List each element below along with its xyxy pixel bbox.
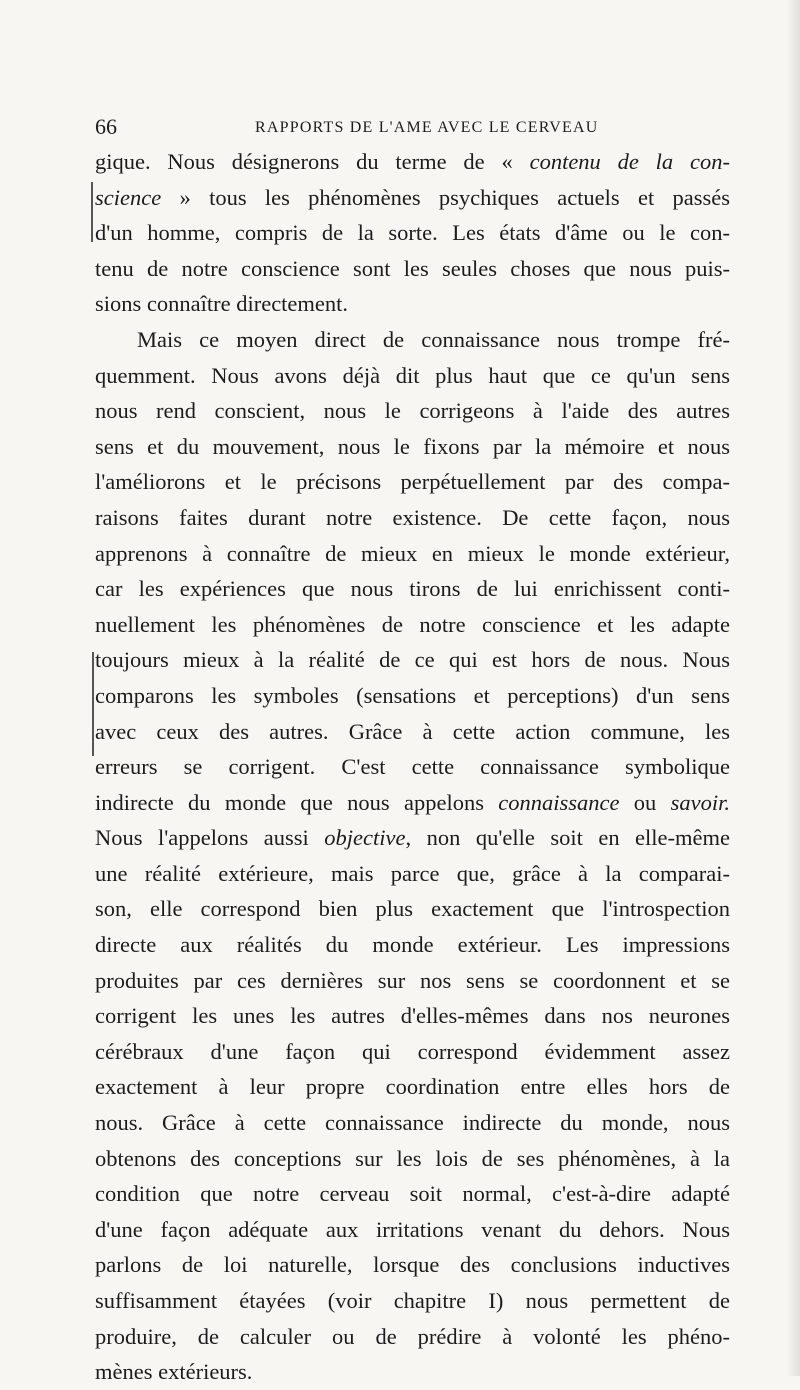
text-line — [95, 1354, 730, 1390]
text-line — [95, 891, 730, 927]
text-run: parlons de loi naturelle, lorsque des conclusions inductives — [95, 1252, 730, 1278]
text-run: produire, de calculer ou de prédire à volonté les phéno- — [95, 1323, 730, 1349]
text-line — [95, 144, 730, 180]
text-line — [95, 1034, 730, 1070]
text-line — [95, 571, 730, 607]
text-run: Nous l'appelons aussi — [95, 825, 325, 851]
text-run: condition que notre cerveau soit normal, c'est-à-dire adapté — [95, 1181, 730, 1207]
text-line — [95, 215, 730, 251]
text-line — [95, 286, 730, 322]
text-run: cérébraux d'une façon qui correspond évidemment assez — [95, 1038, 730, 1064]
text-line — [95, 1212, 730, 1248]
text-run: son, elle correspond bien plus exactement que l'introspection — [95, 896, 730, 922]
italic-text-run: science — [95, 184, 162, 210]
body-text — [95, 144, 730, 1390]
page-number: 66 — [95, 114, 117, 139]
text-run: mènes extérieurs. — [95, 1359, 253, 1385]
text-run: nous. Grâce à cette connaissance indirecte du monde, nous — [95, 1110, 730, 1136]
italic-text-run: connaissance — [498, 789, 620, 815]
text-line — [95, 678, 730, 714]
text-run: d'un homme, compris de la sorte. Les états d'âme ou le con- — [95, 220, 730, 246]
text-run: indirecte du monde que nous appelons — [95, 789, 499, 815]
text-line — [95, 180, 730, 216]
text-run: sens et du mouvement, nous le fixons par la mémoire et nous — [95, 433, 730, 459]
text-run: raisons faites durant notre existence. De cette façon, nous — [95, 504, 730, 530]
text-line — [95, 536, 730, 572]
text-run: ou — [619, 789, 671, 815]
text-run: l'améliorons et le précisons perpétuellement par des compa- — [95, 469, 730, 495]
text-line — [95, 429, 730, 465]
text-run: » tous les phénomènes psychiques actuels et passés — [161, 184, 730, 210]
text-line — [95, 358, 730, 394]
text-run: , non qu'elle soit en elle-même — [405, 825, 731, 851]
text-run: gique. Nous désignerons du terme de « — [95, 149, 530, 174]
text-run: corrigent les unes les autres d'elles-mêmes dans nos neurones — [95, 1003, 730, 1029]
text-run: une réalité extérieure, mais parce que, grâce à la comparai- — [95, 860, 730, 886]
text-line — [95, 1105, 730, 1141]
text-run: directe aux réalités du monde extérieur. Les impressions — [95, 932, 730, 958]
text-run: comparons les symboles (sensations et perceptions) d'un sens — [95, 682, 730, 708]
text-line — [95, 856, 730, 892]
text-run: nuellement les phénomènes de notre conscience et les adapte — [95, 611, 730, 637]
text-run: d'une façon adéquate aux irritations venant du dehors. Nous — [95, 1216, 730, 1242]
text-line — [95, 1319, 730, 1355]
text-run: toujours mieux à la réalité de ce qui est hors de nous. Nous — [95, 647, 730, 673]
text-run: apprenons à connaître de mieux en mieux le monde extérieur, — [95, 540, 730, 566]
text-line — [95, 464, 730, 500]
text-line — [95, 998, 730, 1034]
text-line — [95, 607, 730, 643]
text-run: obtenons des conceptions sur les lois de ses phénomènes, à la — [95, 1145, 730, 1171]
text-line — [95, 1247, 730, 1283]
page-header — [95, 115, 730, 139]
text-line — [95, 1283, 730, 1319]
text-line — [95, 251, 730, 287]
text-run: quemment. Nous avons déjà dit plus haut que ce qu'un sens — [95, 362, 730, 388]
text-line — [95, 1176, 730, 1212]
margin-mark-top — [91, 182, 93, 242]
text-run: erreurs se corrigent. C'est cette connaissance symbolique — [95, 754, 730, 780]
text-line — [95, 1069, 730, 1105]
text-line — [95, 785, 730, 821]
text-line — [95, 963, 730, 999]
text-run: exactement à leur propre coordination entre elles hors de — [95, 1074, 730, 1100]
text-run: car les expériences que nous tirons de lui enrichissent conti- — [95, 576, 730, 602]
text-run: sions connaître directement. — [95, 291, 349, 317]
text-run: tenu de notre conscience sont les seules choses que nous puis- — [95, 255, 730, 281]
margin-mark-middle — [92, 652, 94, 756]
text-run: suffisamment étayées (voir chapitre I) nous permettent de — [95, 1288, 730, 1313]
text-line — [95, 322, 730, 358]
text-line — [95, 714, 730, 750]
text-line — [95, 927, 730, 963]
italic-text-run: savoir. — [670, 789, 731, 815]
text-line — [95, 1141, 730, 1177]
text-line — [95, 393, 730, 429]
text-line — [95, 642, 730, 678]
text-line — [95, 749, 730, 785]
text-run: nous rend conscient, nous le corrigeons à l'aide des autres — [95, 398, 730, 424]
text-line — [95, 500, 730, 536]
text-run: avec ceux des autres. Grâce à cette action commune, les — [95, 718, 730, 744]
text-line — [95, 820, 730, 856]
running-title: RAPPORTS DE L'AME AVEC LE CERVEAU — [255, 119, 599, 136]
text-run: Mais ce moyen direct de connaissance nous trompe fré- — [137, 326, 730, 352]
italic-text-run: objective — [324, 825, 406, 851]
page-edge-shadow — [786, 0, 800, 1376]
italic-text-run: contenu de la con- — [529, 149, 730, 174]
text-run: produites par ces dernières sur nos sens se coordonnent et se — [95, 967, 730, 993]
